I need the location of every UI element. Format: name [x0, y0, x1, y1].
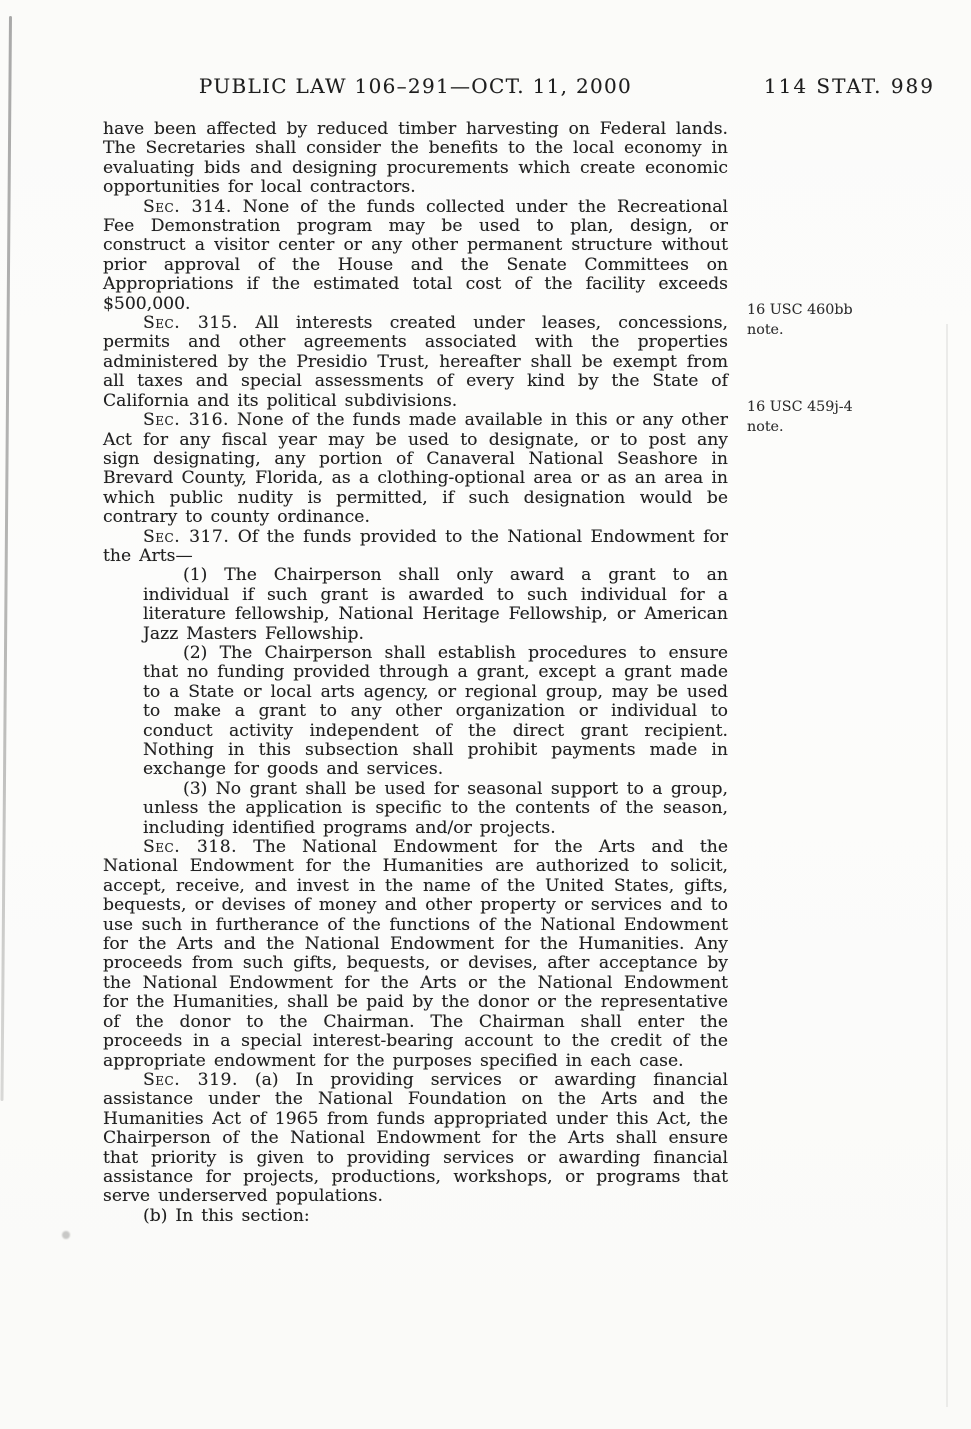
- paragraph-text: All interests created under leases, concessions, permits and other agreements associated with the properties administered by the Presidio Trust, hereafter shall be exempt from all taxes and special assessments of every kind by the State of California and its political subdivisions.: [103, 313, 728, 411]
- section-label: Sec. 319.: [143, 1069, 238, 1090]
- paragraph-text: None of the funds collected under the Recreational Fee Demonstration program may be used to plan, design, or construct a visitor center or any other permanent structure without prior approval of the House and the Senate Committees on Appropriations if the estimated total cost of the facility exceeds $500,000.: [103, 196, 728, 314]
- paragraph-text: Of the funds provided to the National Endowment for the Arts—: [103, 526, 728, 566]
- paragraph-text: (1) The Chairperson shall only award a grant to an individual if such grant is awarded to such individual for a literature fellowship, National Heritage Fellowship, or American Jazz Masters Fellowship.: [143, 565, 728, 644]
- paragraph-text: (b) In this section:: [143, 1205, 310, 1226]
- section-label: Sec. 314.: [143, 196, 232, 217]
- section-label: Sec. 315.: [143, 313, 239, 334]
- section-label: Sec. 318.: [143, 837, 238, 858]
- paragraph-text: have been affected by reduced timber harvesting on Federal lands. The Secretaries shall consider the benefits to the local economy in evaluating bids and designing procurements which create economic opportunities for local contractors.: [103, 119, 728, 198]
- running-head-law-title: PUBLIC LAW 106–291—OCT. 11, 2000: [198, 74, 633, 98]
- usc-note-suffix: note.: [747, 321, 784, 338]
- paragraph-319-b: [103, 1207, 728, 1226]
- usc-citation: 16 USC 459j-4: [747, 399, 853, 415]
- paragraph-sec-318: [103, 838, 728, 1071]
- statute-body: [103, 120, 728, 1226]
- paragraph-continuation: [103, 120, 728, 198]
- usc-citation: 16 USC 460bb: [747, 302, 853, 318]
- section-label: Sec. 317.: [143, 526, 230, 547]
- paragraph-317-clause-3: [143, 780, 728, 838]
- paragraph-sec-314: [103, 198, 728, 314]
- paragraph-317-clause-1: [143, 566, 728, 644]
- scan-gutter-shadow: [0, 16, 12, 1101]
- usc-note-suffix: note.: [747, 418, 784, 435]
- paragraph-text: (3) No grant shall be used for seasonal support to a group, unless the application is specific to the contents of the season, including identified programs and/or projects.: [143, 778, 728, 838]
- section-label: Sec. 316.: [143, 410, 229, 431]
- paragraph-sec-316: [103, 411, 728, 527]
- usc-note-459j-4: [747, 398, 877, 437]
- paragraph-sec-319: [103, 1071, 728, 1207]
- paragraph-317-clause-2: [143, 644, 728, 780]
- usc-note-460bb: [747, 301, 877, 340]
- paragraph-sec-317: [103, 528, 728, 567]
- paragraph-text: (a) In providing services or awarding financial assistance under the National Foundation on the Arts and the Humanities Act of 1965 from funds appropriated under this Act, the Chairperson of the National Endowment for the Arts shall ensure that priority is given to providing services or awarding financial assistance for projects, productions, workshops, or programs that serve underserved populations.: [103, 1069, 728, 1207]
- paragraph-text: The National Endowment for the Arts and the National Endowment for the Humanities are authorized to solicit, accept, receive, and invest in the name of the United States, gifts, bequests, or devises of money and other property or services and to use such in furtherance of the functions of the National Endowment for the Arts and the National Endowment for the Humanities. Any proceeds from such gifts, bequests, or devises, after acceptance by the National Endowment for the Arts or the National Endowment for the Humanities, shall be paid by the donor or the representative of the donor to the Chairman. The Chairman shall enter the proceeds in a special interest-bearing account to the credit of the appropriate endowment for the purposes specified in each case.: [103, 837, 729, 1071]
- scan-speck: [62, 1231, 70, 1239]
- scan-edge-line: [946, 324, 948, 1407]
- paragraph-sec-315: [103, 314, 728, 411]
- paragraph-text: (2) The Chairperson shall establish procedures to ensure that no funding provided through a grant, except a grant made to a State or local arts agency, or regional group, may be used to make a grant to any other organization or individual to conduct activity independent of the direct grant recipient. Nothing in this subsection shall prohibit payments made in exchange for goods and services.: [143, 642, 728, 780]
- stat-page-number: 114 STAT. 989: [763, 74, 935, 98]
- paragraph-text: None of the funds made available in this or any other Act for any fiscal year may be used to designate, or to post any sign designating, any portion of Canaveral National Seashore in Brevard County, Florida, as a clothing-optional area or as an area in which public nudity is permitted, if such designation would be contrary to county ordinance.: [103, 410, 728, 528]
